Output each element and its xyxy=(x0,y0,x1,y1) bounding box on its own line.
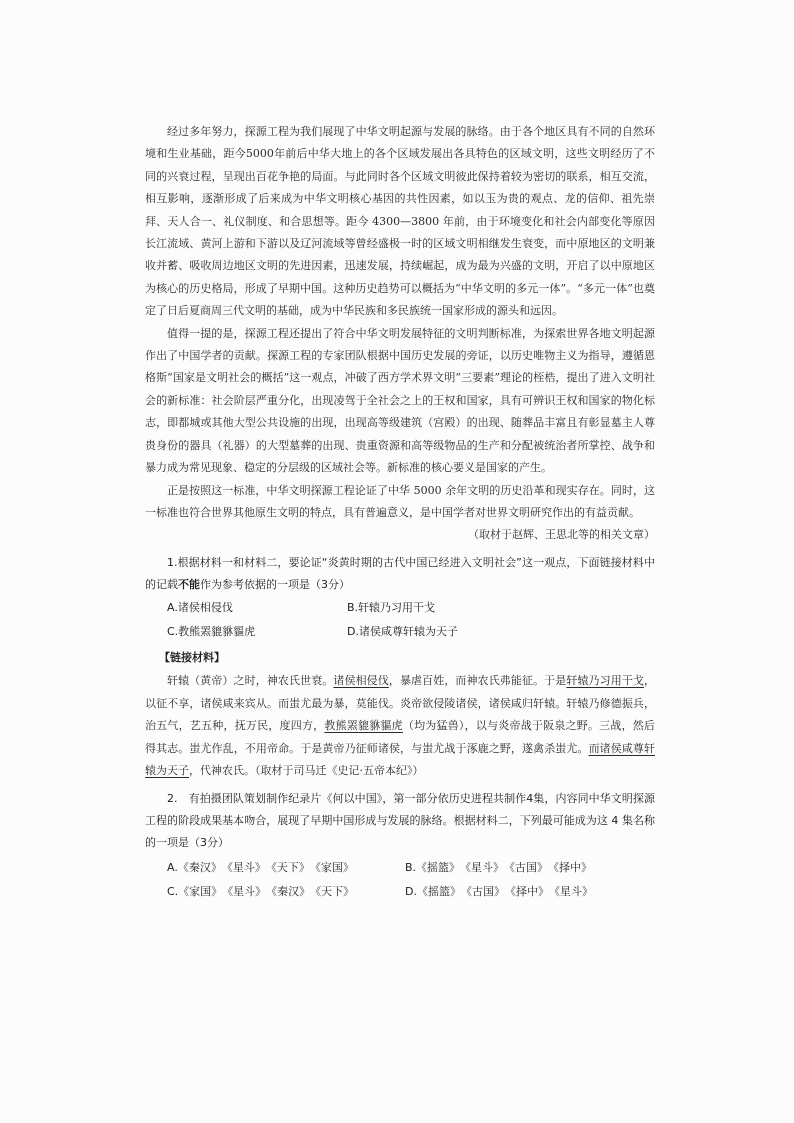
question-2-option-c: C.《家国》 《星斗》 《秦汉》 《天下》 xyxy=(167,885,355,899)
question-2-option-d: D.《摇篮》 《古国》 《择中》 《星斗》 xyxy=(405,885,593,899)
link-underline-1: 诸侯相侵伐 xyxy=(333,674,389,688)
link-text-5: ，代神农氏。 xyxy=(189,763,255,777)
material-source: （取材于赵辉、王思北等的相关文章） xyxy=(468,528,655,542)
link-text-3: ，以征不享，诸侯咸来宾从。而蚩尤最为暴，莫能伐。炎帝欲侵陵诸侯，诸侯咸归轩辕。轩辕乃修德振兵，治五气，艺五种，抚万民，度四方， xyxy=(145,674,656,733)
link-text-1: 轩辕（黄帝）之时，神农氏世衰。 xyxy=(167,674,334,688)
question-1-options xyxy=(167,596,655,644)
question-1-stem-pre: 1.根据材料一和材料二，要论证“炎黄时期的古代中国已经进入文明社会”这一观点，下面链接材料中的记载 xyxy=(145,556,655,592)
link-material-heading: 【链接材料】 xyxy=(159,651,225,665)
material-paragraph-3: 正是按照这一标准，中华文明探源工程论证了中华 5000 余年文明的历史沿革和现实存在。同时，这一标准也符合世界其他原生文明的特点，具有普遍意义，是中国学者对世界文明研究作出的有益贡献。 xyxy=(145,483,655,519)
question-1-stem xyxy=(145,552,655,596)
material-paragraph-2: 值得一提的是，探源工程还提出了符合中华文明发展特征的文明判断标准，为探索世界各地文明起源作出了中国学者的贡献。探源工程的专家团队根据中国历史发展的旁证，以历史唯物主义为指导，遵循恩格斯“国家是文明社会的概括”这一观点，冲破了西方学术界文明“三要素”理论的桎梏，提出了进入文明社会的新标准：社会阶层严重分化，出现凌驾于全社会之上的王权和国家，具有可辨识王权和国家的物化标志，即都城或其他大型公共设施的出现，出现高等级建筑（宫殿）的出现、随葬品丰富且有彰显墓主人尊贵身份的器具（礼器）的大型墓葬的出现、贵重资源和高等级物品的生产和分配被统治者所掌控、战争和暴力成为常见现象、稳定的分层级的区域社会等。新标准的核心要义是国家的产生。 xyxy=(145,326,655,475)
document-content xyxy=(145,121,655,904)
question-1-option-a: A.诸侯相侵伐 xyxy=(167,601,233,615)
question-1-option-b: B.轩辕乃习用干戈 xyxy=(347,601,436,615)
question-2-stem: 2. 有拍摄团队策划制作纪录片《何以中国》，第一部分依历史进程共制作4集，内容同中华文明探源工程的阶段成果基本吻合，展现了早期中国形成与发展的脉络。根据材料二，下列最可能成为这 4 集名称的一项是（3分） xyxy=(145,792,655,850)
link-underline-2: 轩辕乃习用干戈 xyxy=(566,674,645,688)
question-2-options xyxy=(167,856,655,904)
link-text-2: ，暴虐百姓，而神农氏弗能征。于是 xyxy=(388,674,567,688)
question-2-option-b: B.《摇篮》 《星斗》 《古国》 《择中》 xyxy=(405,861,593,875)
link-underline-4: 而诸侯咸尊轩辕为天子 xyxy=(145,741,656,777)
question-1-stem-emphasis: 不能 xyxy=(178,578,200,592)
link-material-text xyxy=(145,670,655,782)
question-2-option-a: A.《秦汉》 《星斗》 《天下》 《家国》 xyxy=(167,861,354,875)
question-1-stem-post: 作为参考依据的一项是（3分） xyxy=(200,578,350,592)
link-text-4: （均为猛兽），以与炎帝战于阪泉之野。三战，然后得其志。蚩尤作乱，不用帝命。于是黄帝乃征师诸侯，与蚩尤战于涿鹿之野，遂禽杀蚩尤。 xyxy=(145,719,656,755)
material-paragraph-1: 经过多年努力，探源工程为我们展现了中华文明起源与发展的脉络。由于各个地区具有不同的自然环境和生业基础，距今5000年前后中华大地上的各个区域发展出各具特色的区域文明，这些文明经历了不同的兴衰过程，呈现出百花争艳的局面。与此同时各个区域文明彼此保持着较为密切的联系，相互交流，相互影响，逐渐形成了后来成为中华文明核心基因的共性因素，如以玉为贵的观点、龙的信仰、祖先崇拜、天人合一、礼仪制度、和合思想等。距今 4300—3800 年前，由于环境变化和社会内部变化等原因长江流域、黄河上游和下游以及辽河流域等曾经盛极一时的区域文明相继发生衰变，而中原地区的文明兼收并蓄、吸收周边地区文明的先进因素，迅速发展，持续崛起，成为最为兴盛的文明，开启了以中原地区为核心的历史格局，形成了早期中国。这种历史趋势可以概括为“中华文明的多元一体”。“多元一体”也奠定了日后夏商周三代文明的基础，成为中华民族和多民族统一国家形成的源头和远因。 xyxy=(145,125,655,318)
question-1-option-c: C.教熊罴貔貅貙虎 xyxy=(167,625,256,639)
link-underline-3: 教熊罴貔貅貙虎 xyxy=(324,719,403,733)
link-material-source: （取材于司马迁《史记·五帝本纪》） xyxy=(255,763,424,777)
question-1-option-d: D.诸侯咸尊轩辕为天子 xyxy=(347,625,458,639)
